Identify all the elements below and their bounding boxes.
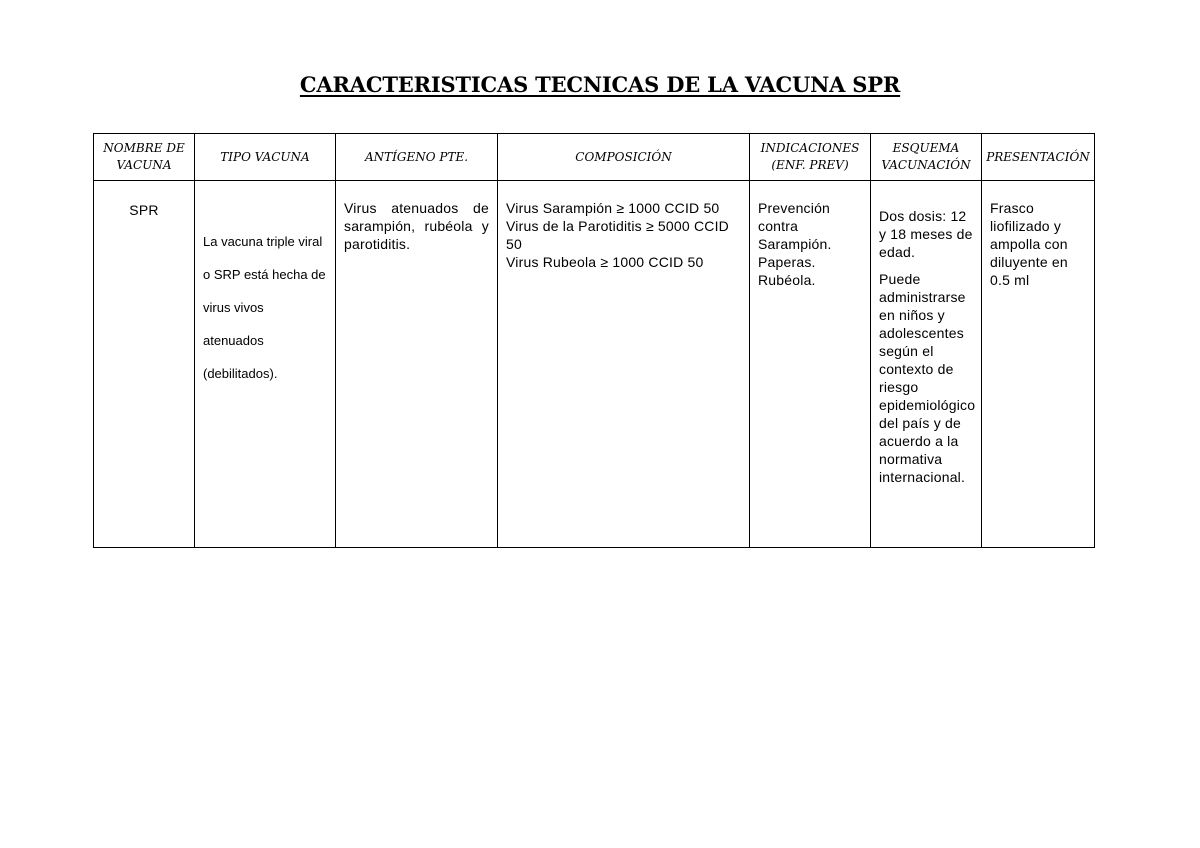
composicion-line-sarampion: Virus Sarampión ≥ 1000 CCID 50 — [506, 200, 720, 216]
table-header-row — [94, 134, 1095, 181]
table-row — [94, 181, 1095, 548]
header-indicaciones: INDICACIONES (ENF. PREV) — [750, 134, 871, 181]
cell-antigeno: Virus atenuados de sarampión, rubéola y parotiditis. — [336, 181, 498, 548]
esquema-nota: Puede administrarse en niños y adolescentes según el contexto de riesgo epidemiológico del país y de acuerdo a la normativa internacional. — [879, 271, 976, 485]
header-esquema: ESQUEMA VACUNACIÓN — [871, 134, 982, 181]
cell-nombre: SPR — [94, 181, 195, 548]
cell-tipo: La vacuna triple viral o SRP está hecha de virus vivos atenuados (debilitados). — [195, 181, 336, 548]
cell-presentacion: Frasco liofilizado y ampolla con diluyente en 0.5 ml — [982, 181, 1095, 548]
cell-indicaciones: Prevención contra Sarampión. Paperas. Rubéola. — [750, 181, 871, 548]
header-composicion: COMPOSICIÓN — [498, 134, 750, 181]
composicion-line-parotiditis: Virus de la Parotiditis ≥ 5000 CCID 50 — [506, 218, 729, 252]
header-antigeno: ANTÍGENO PTE. — [336, 134, 498, 181]
header-presentacion: PRESENTACIÓN — [982, 134, 1095, 181]
cell-composicion — [498, 181, 750, 548]
header-tipo: TIPO VACUNA — [195, 134, 336, 181]
vaccine-characteristics-table — [93, 133, 1095, 548]
header-nombre: NOMBRE DE VACUNA — [94, 134, 195, 181]
esquema-dosis: Dos dosis: 12 y 18 meses de edad. — [879, 208, 973, 260]
composicion-line-rubeola: Virus Rubeola ≥ 1000 CCID 50 — [506, 254, 704, 270]
document-title: CARACTERISTICAS TECNICAS DE LA VACUNA SPR — [299, 72, 901, 97]
cell-esquema — [871, 181, 982, 548]
